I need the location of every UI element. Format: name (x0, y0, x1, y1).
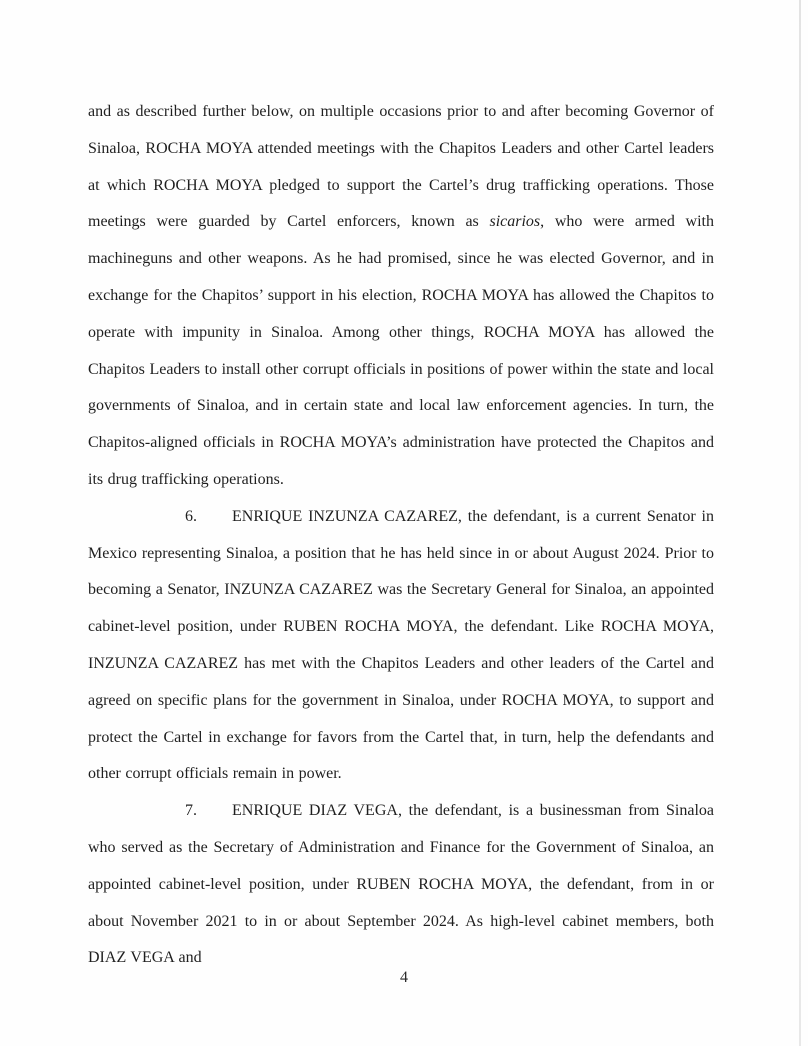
italic-term-sicarios: sicarios (489, 213, 541, 231)
page-number: 4 (400, 969, 408, 986)
paragraph-6-number: 6. (185, 507, 197, 525)
paragraph-7 (88, 793, 714, 977)
paragraph-6 (88, 499, 714, 793)
paragraph-6-text: ENRIQUE INZUNZA CAZAREZ, the defendant, is a current Senator in Mexico representing Sinaloa, a position that he has held since in or about August 2024. Prior to becoming a Senator, INZUNZA CAZAREZ was the Secretary General for Sinaloa, an appointed cabinet-level position, under RUBEN ROCHA MOYA, the defendant. Like ROCHA MOYA, INZUNZA CAZAREZ has met with the Chapitos Leaders and other leaders of the Cartel and agreed on specific plans for the government in Sinaloa, under ROCHA MOYA, to support and protect the Cartel in exchange for favors from the Cartel that, in turn, help the defendants and other corrupt officials remain in power. (88, 507, 714, 783)
continuation-text-before-italic: and as described further below, on multiple occasions prior to and after becoming Governor of Sinaloa, ROCHA MOYA attended meetings with the Chapitos Leaders and other Cartel leaders at which ROCHA MOYA pledged to support the Cartel’s drug trafficking operations. Those meetings were guarded by Cartel enforcers, known as (88, 103, 714, 231)
document-body (88, 94, 714, 977)
scan-edge-artifact (799, 0, 801, 1046)
paragraph-7-text: ENRIQUE DIAZ VEGA, the defendant, is a businessman from Sinaloa who served as the Secretary of Administration and Finance for the Government of Sinaloa, an appointed cabinet-level position, under RUBEN ROCHA MOYA, the defendant, from in or about November 2021 to in or about September 2024. As high-level cabinet members, both DIAZ VEGA and (88, 802, 714, 967)
paragraph-continuation (88, 94, 714, 499)
continuation-text-after-italic: , who were armed with machineguns and other weapons. As he had promised, since he was elected Governor, and in exchange for the Chapitos’ support in his election, ROCHA MOYA has allowed the Chapitos to operate with impunity in Sinaloa. Among other things, ROCHA MOYA has allowed the Chapitos Leaders to install other corrupt officials in positions of power within the state and local governments of Sinaloa, and in certain state and local law enforcement agencies. In turn, the Chapitos-aligned officials in ROCHA MOYA’s administration have protected the Chapitos and its drug trafficking operations. (88, 213, 714, 488)
paragraph-7-number: 7. (185, 802, 197, 820)
